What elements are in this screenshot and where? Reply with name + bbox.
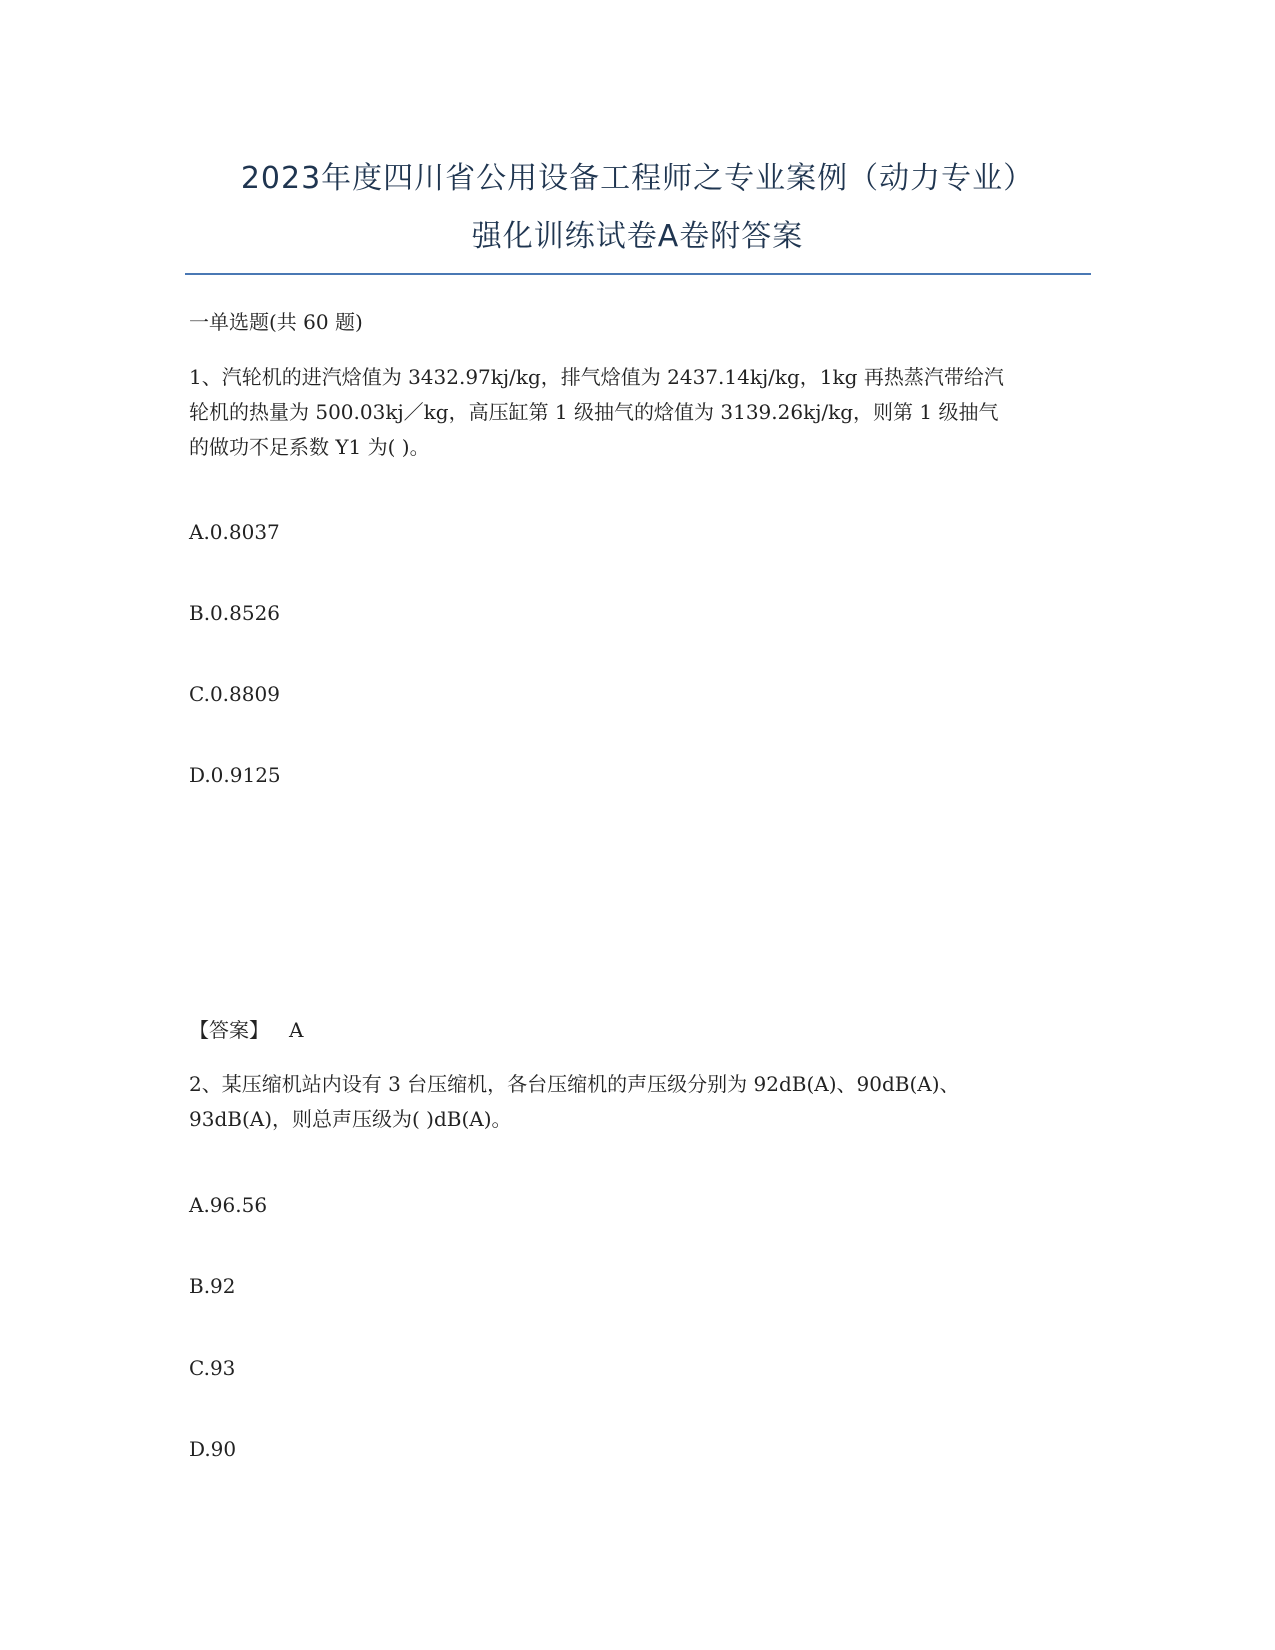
question-line: 93dB(A)，则总声压级为( )dB(A)。 [189, 1107, 512, 1131]
question-line: 的做功不足系数 Y1 为( )。 [189, 435, 430, 459]
question-line: 2、某压缩机站内设有 3 台压缩机，各台压缩机的声压级分别为 92dB(A)、90dB(A)、 [189, 1072, 960, 1096]
question-line: 1、汽轮机的进汽焓值为 3432.97kj/kg，排气焓值为 2437.14kj/kg，1kg 再热蒸汽带给汽 [189, 365, 1004, 389]
title-line-1: 2023年度四川省公用设备工程师之专业案例（动力专业） [240, 161, 1035, 196]
question-1-option-c: C.0.8809 [189, 682, 280, 706]
question-1-option-b: B.0.8526 [189, 601, 281, 625]
title-line-2: 强化训练试卷A卷附答案 [471, 219, 804, 254]
question-2-option-b: B.92 [189, 1274, 236, 1298]
question-1-option-a: A.0.8037 [189, 520, 280, 544]
question-2-option-d: D.90 [189, 1437, 237, 1461]
question-2-option-a: A.96.56 [189, 1193, 268, 1217]
question-1-answer [189, 1013, 303, 1048]
answer-label: 【答案】 [189, 1018, 269, 1042]
question-1-option-d: D.0.9125 [189, 763, 281, 787]
question-1-text [189, 360, 1089, 465]
section-heading: 一单选题(共 60 题) [189, 310, 363, 334]
title-underline [185, 273, 1091, 275]
answer-value: A [289, 1018, 304, 1042]
question-2-option-c: C.93 [189, 1356, 236, 1380]
question-2-text [189, 1067, 1089, 1137]
question-line: 轮机的热量为 500.03kj／kg，高压缸第 1 级抽气的焓值为 3139.26kj/kg，则第 1 级抽气 [189, 400, 999, 424]
document-title [185, 150, 1090, 266]
